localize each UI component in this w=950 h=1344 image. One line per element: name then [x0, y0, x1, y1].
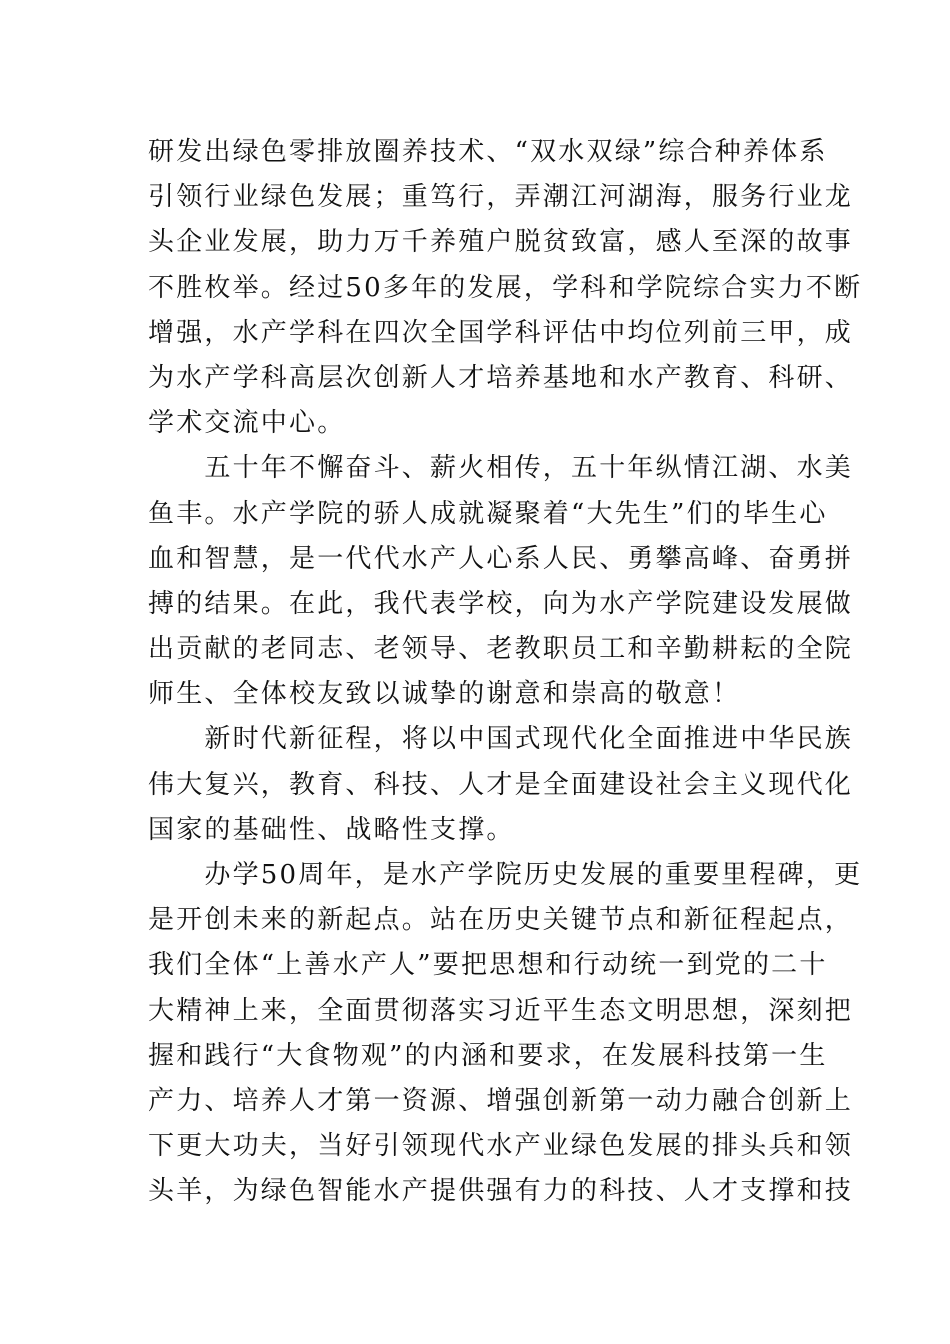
text-line: 师生、全体校友致以诚挚的谢意和崇高的敬意！: [148, 679, 741, 710]
text-line: 新时代新征程，将以中国式现代化全面推进中华民族: [148, 724, 854, 755]
text-line: 握和践行“大食物观”的内涵和要求，在发展科技第一生: [148, 1040, 828, 1071]
text-line: 五十年不懈奋斗、薪火相传，五十年纵情江湖、水美: [148, 453, 854, 484]
text-line: 办学50周年，是水产学院历史发展的重要里程碑，更: [148, 860, 863, 890]
text-line: 我们全体“上善水产人”要把思想和行动统一到党的二十: [148, 950, 828, 981]
text-line: 增强，水产学科在四次全国学科评估中均位列前三甲，成: [148, 317, 854, 348]
text-line: 学术交流中心。: [148, 408, 346, 439]
text-line: 不胜枚举。经过50多年的发展，学科和学院综合实力不断: [148, 272, 863, 303]
text-line: 头羊，为绿色智能水产提供强有力的科技、人才支撑和技: [148, 1176, 854, 1207]
text-line: 搏的结果。在此，我代表学校，向为水产学院建设发展做: [148, 588, 854, 619]
text-line: 引领行业绿色发展；重笃行，弄潮江河湖海，服务行业龙: [148, 182, 854, 213]
body-text: [148, 130, 863, 1215]
text-line: 为水产学科高层次创新人才培养基地和水产教育、科研、: [148, 362, 854, 393]
text-line: 大精神上来，全面贯彻落实习近平生态文明思想，深刻把: [148, 995, 854, 1026]
text-line: 鱼丰。水产学院的骄人成就凝聚着“大先生”们的毕生心: [148, 498, 828, 529]
text-line: 头企业发展，助力万千养殖户脱贫致富，感人至深的故事: [148, 227, 854, 258]
text-line: 下更大功夫，当好引领现代水产业绿色发展的排头兵和领: [148, 1131, 854, 1162]
text-line: 国家的基础性、战略性支撑。: [148, 814, 515, 845]
text-line: 伟大复兴，教育、科技、人才是全面建设社会主义现代化: [148, 769, 854, 800]
text-line: 是开创未来的新起点。站在历史关键节点和新征程起点，: [148, 905, 854, 936]
text-line: 出贡献的老同志、老领导、老教职员工和辛勤耕耘的全院: [148, 634, 854, 665]
text-line: 血和智慧，是一代代水产人心系人民、勇攀高峰、奋勇拼: [148, 543, 854, 574]
text-line: 研发出绿色零排放圈养技术、“双水双绿”综合种养体系: [148, 137, 828, 167]
text-line: 产力、培养人才第一资源、增强创新第一动力融合创新上: [148, 1085, 854, 1116]
